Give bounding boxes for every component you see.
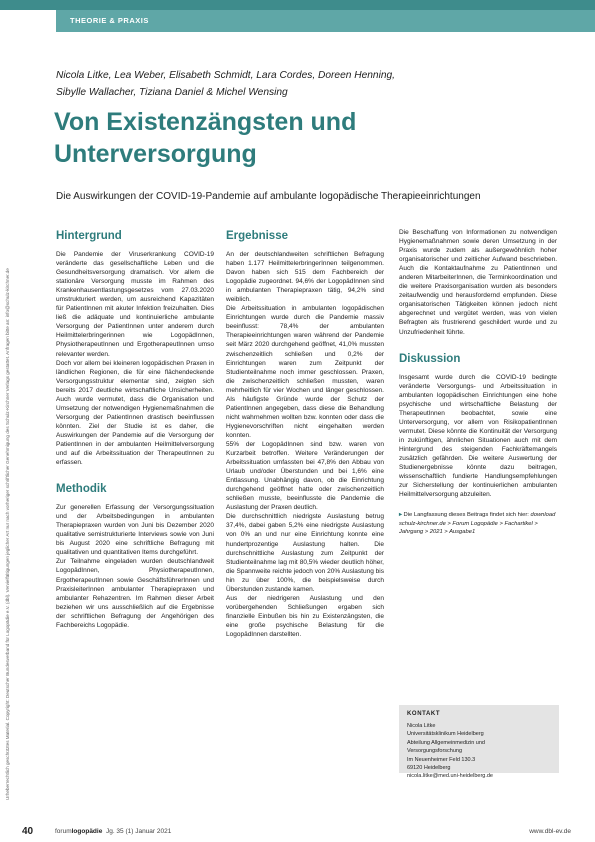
download-link[interactable]: download schulz-kirchner.de > Forum Logopädie > Fachartikel > Jahrgang > 2021 > Ausgabe1 [399, 512, 556, 536]
copyright-text: Urheberrechtlich geschütztes Material. Copyright: Deutscher Bundesverband für Logopädie e.V. (dbl). Vervielfältigungen jeglicher Art nur nach vorheriger schriftlicher Genehmigung des Schulz-Kirchner Verlags gestattet. Anfragen bitte an: info@schulz-kirchner.de [5, 268, 10, 800]
journal-name-forum: forum [55, 828, 72, 835]
hintergrund-paragraph-2: Doch vor allem bei kleineren logopädischen Praxen in ländlichen Regionen, die für eine flächendeckende Versorgungsstruktur elementar sind, zeigten sich bereits 2017 deutliche wirtschaftliche Unsicherheiten. Auch wurde vermutet, dass die Organisation und Umsetzung der notwendigen Hygienemaßnahmen die Versorgung der PatientInnen drastisch beeinflussen könnten. Ziel der Studie ist es daher, die Auswirkungen der Pandemie auf die Versorgung der PatientInnen in der ambulanten Heilmittelversorgung und auf die Arbeitssituation der TherapeutInnen zu erfassen. [56, 359, 214, 467]
website-link[interactable]: www.dbl-ev.de [529, 828, 571, 835]
ergebnisse-paragraph-1: An der deutschlandweiten schriftlichen Befragung haben 1.177 HeilmittelerbringerInnen teilgenommen. Davon haben sich 515 dem Fachbereich der Logopädie zugeordnet. 94,6% der LogopädInnen sind in ambulanten Therapiepraxen tätig, 94,2% sind weiblich. [226, 251, 384, 304]
column-1 [56, 228, 214, 630]
journal-citation [55, 828, 171, 835]
article-title [54, 106, 554, 170]
heading-methodik: Methodik [56, 483, 107, 496]
arrow-icon: ▸ [399, 512, 402, 519]
heading-hintergrund: Hintergrund [56, 230, 122, 242]
contact-street: Im Neuenheimer Feld 130.3 [407, 756, 476, 763]
column-2 [226, 228, 384, 639]
ergebnisse-continued-paragraph: Die Beschaffung von Informationen zu notwendigen Hygienemaßnahmen sowie deren Umsetzung in der Praxis wurde zudem als außergewöhnlich hoher organisatorischer und zeitlicher Aufwand beschrieben. Auch die Kontaktaufnahme zu PatientInnen und anderen MitarbeiterInnen, die Terminkoordination und die weitere Praxisorganisation wurden als besonders zeitaufwendig und herausfordernd empfunden. Diese organisatorischen Tätigkeiten können jedoch nicht abgerechnet und vergütet werden, was von vielen Befragten als frustrierend geschildert wurde und zu Unzufriedenheit führte. [399, 229, 557, 336]
contact-department: Abteilung Allgemeinmedizin und [407, 739, 485, 746]
long-version-hint [399, 511, 557, 537]
contact-box [399, 705, 559, 780]
journal-name-logopaedie: logopädie [71, 828, 103, 835]
contact-email[interactable]: nicola.litke@med.uni-heidelberg.de [407, 773, 493, 780]
contact-name: Nicola Litke [407, 723, 436, 729]
column-3 [399, 228, 557, 537]
heading-ergebnisse: Ergebnisse [226, 230, 288, 242]
title-line-1: Von Existenzängsten und [54, 108, 357, 136]
ergebnisse-paragraph-3: 55% der LogopädInnen sind bzw. waren von Kurzarbeit betroffen. Weitere Veränderungen der Arbeitssituation umfassten bei 47,8% den Abbau von Urlaub und/oder Überstunden und bei 1,6% eine Entlassung. Unabhängig davon, ob die Einrichtung durchgehend geöffnet hatte oder zwischenzeitlich schließen musste, beeinflusste die Pandemie die Auslastung der Praxen deutlich. [226, 440, 384, 512]
contact-title: KONTAKT [407, 711, 441, 717]
section-tag [56, 10, 595, 32]
contact-city: 69120 Heidelberg [407, 765, 451, 772]
ergebnisse-paragraph-4: Die durchschnittlich niedrigste Auslastung betrug 37,4%, dabei gaben 5,2% eine niedrigste Auslastung von 0% an und nur eine Einrichtung konnte eine hundertprozentige Auslastung halten. Die durchschnittliche Auslastung zum Zeitpunkt der Studienteilnahme lag mit 80,5% wieder deutlich höher, die Spannweite reichte jedoch von 20% Auslastung bis hin zu über 100%, die beispielsweise durch Überstunden zustande kamen. [226, 513, 384, 593]
ergebnisse-paragraph-5: Aus der niedrigeren Auslastung und den vorübergehenden Schließungen ergaben sich finanzielle Einbußen bis hin zu Existenzängsten, die eine große psychische Belastung für die LogopädInnen darstellten. [226, 594, 384, 638]
contact-department-2: Versorgungsforschung [407, 748, 463, 755]
journal-issue: Jg. 35 (1) Januar 2021 [105, 828, 172, 835]
hintergrund-paragraph-1: Die Pandemie der Viruserkrankung COVID-19 veränderte das gesellschaftliche Leben und die Gesundheitsversorgung dramatisch. Vor allem die stationäre Versorgung musste im Rahmen des Krankenhausentlastungsgesetzes vom 27.03.2020 umstrukturiert werden, um ausreichend Kapazitäten für PatientInnen mit akuter Infektion freizuhalten. Dies ließ die adäquate und kontinuierliche ambulante Versorgung der PatientInnen unter anderem durch Heilmittelerbringerinnen wie LogopädInnen, PhysiotherapeutInnen und ErgotherapeutInnen umso relevanter werden. [56, 251, 214, 358]
heading-diskussion: Diskussion [399, 352, 461, 365]
ergebnisse-paragraph-2: Die Arbeitssituation in ambulanten logopädischen Einrichtungen wurde durch die Pandemie massiv beeinflusst: 78,4% der ambulanten Therapieeinrichtungen waren während der Pandemie seit März 2020 durchgehend geöffnet, 41,0% mussten zwischenzeitlich schließen und 0,2% der Einrichtungen waren zum Zeitpunkt der Studienteilnahme noch immer geschlossen. Praxen, die zwischenzeitlich schließen mussten, waren mehrheitlich für vier Wochen und länger geschlossen. Als häufigste Gründe wurde der Schutz der PatientInnen angegeben, dass diese die Behandlung nicht wahrnehmen wollten bzw. konnten oder dass die Hygienevorschriften nicht eingehalten werden konnten. [226, 305, 384, 439]
methodik-paragraph-1: Zur generellen Erfassung der Versorgungssituation und der Arbeitsbedingungen in ambulanten Therapiepraxen wurden von Juni bis Dezember 2020 qualitative semistrukturierte Interviews sowie von Juni bis August 2020 eine schriftliche Befragung mit qualitativen und quantitativen Items durchgeführt. [56, 504, 214, 557]
title-line-2: Unterversorgung [54, 140, 257, 168]
hint-text: Die Langfassung dieses Beitrags findet sich hier: [403, 512, 529, 519]
authors [56, 67, 556, 101]
article-subtitle: Die Auswirkungen der COVID-19-Pandemie auf ambulante logopädische Therapieeinrichtungen [56, 191, 481, 202]
contact-institution: Universitätsklinikum Heidelberg [407, 731, 484, 738]
page-footer [0, 826, 595, 840]
copyright-side-note [5, 40, 15, 800]
methodik-paragraph-2: Zur Teilnahme eingeladen wurden deutschlandweit LogopädInnen, PhysiotherapeutInnen, ErgotherapeutInnen sowie GeschäftsführerInnen und PraxisleiterInnen ambulanter Therapiepraxen und ambulanter Rehazentren. Im Rahmen dieser Arbeit beziehen wir uns ausschließlich auf die Ergebnisse der schriftlichen Befragung der Angehörigen des Fachbereichs Logopädie. [56, 558, 214, 629]
section-tag-label: THEORIE & PRAXIS [70, 16, 149, 25]
diskussion-paragraph-1: Insgesamt wurde durch die COVID-19 bedingte veränderte Versorgungs- und Arbeitssituation in ambulanten logopädischen Einrichtungen eine hohe psychische und wirtschaftliche Belastung der TherapeutInnen beobachtet, sowie eine Unterversorgung, vor allem von RisikopatientInnen vermutet. Diese könnte die Kontinuität der Versorgung in zukünftigen, ähnlichen Situationen auch mit dem Hintergrund des steigenden Fachkräftemangels zusätzlich gefährden. Die weitere Auswertung der Studienergebnisse könnte dazu beitragen, wissenschaftlich fundierte Handlungsempfehlungen zur Sicherstellung der kontinuierlichen ambulanten Heilmittelversorgung abzuleiten. [399, 373, 557, 499]
header-bar [0, 0, 595, 10]
page-number: 40 [22, 826, 34, 837]
authors-line-2: Sibylle Wallacher, Tiziana Daniel & Michel Wensing [56, 87, 288, 98]
authors-line-1: Nicola Litke, Lea Weber, Elisabeth Schmidt, Lara Cordes, Doreen Henning, [56, 70, 396, 81]
